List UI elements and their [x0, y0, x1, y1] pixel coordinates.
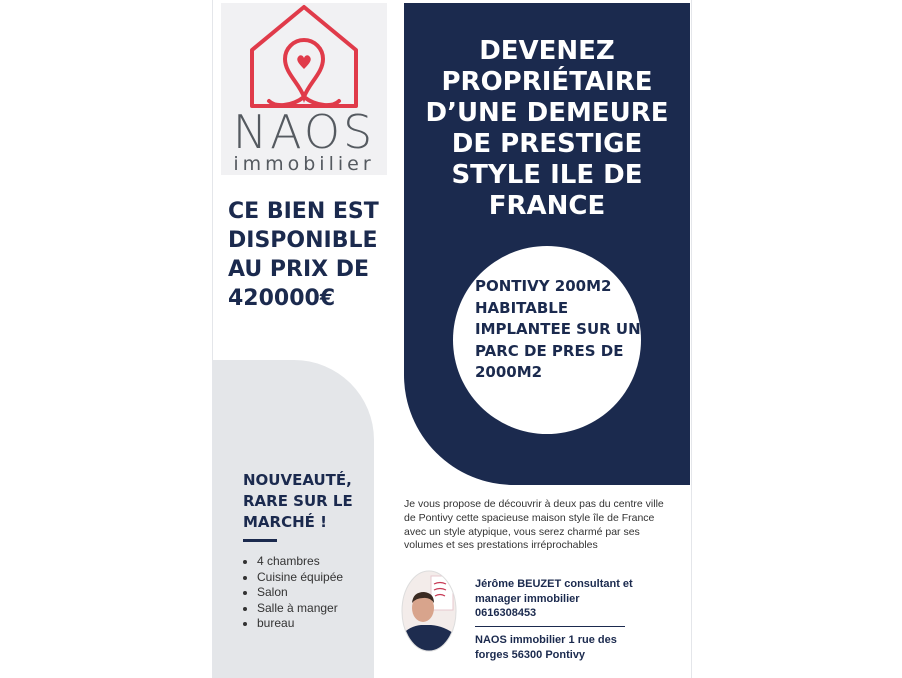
- naos-logo: [221, 3, 387, 175]
- brand-name: NAOS: [232, 105, 376, 159]
- feature-item: • 4 chambres: [257, 554, 343, 570]
- agent-photo: [401, 570, 457, 652]
- brand-subtitle: immobilier: [233, 153, 375, 175]
- features-list: [240, 554, 343, 632]
- divider: [475, 626, 625, 627]
- agent-name: Jérôme BEUZET consultant et manager immobilier: [475, 578, 633, 605]
- novelty-heading: NOUVEAUTÉ, RARE SUR LE MARCHÉ !: [243, 471, 353, 531]
- headline: DEVENEZ PROPRIÉTAIRE D’UNE DEMEURE DE PRESTIGE STYLE ILE DE FRANCE: [425, 36, 669, 221]
- feature-item: • Salle à manger: [257, 601, 343, 617]
- agency-address: NAOS immobilier 1 rue des forges 56300 Pontivy: [475, 634, 617, 661]
- highlight-text: PONTIVY 200M2 HABITABLE IMPLANTEE SUR UN PARC DE PRES DE 2000M2: [475, 277, 641, 381]
- property-flyer: [212, 0, 692, 678]
- feature-item: • Salon: [257, 585, 343, 601]
- feature-item: • Cuisine équipée: [257, 570, 343, 586]
- agent-phone: 0616308453: [475, 607, 537, 619]
- house-pin-icon: [221, 3, 387, 113]
- price-statement: CE BIEN EST DISPONIBLE AU PRIX DE 420000€: [228, 199, 379, 311]
- divider: [243, 539, 277, 542]
- property-description: Je vous propose de découvrir à deux pas du centre ville de Pontivy cette spacieuse maison style île de France avec un style atypique, vous serez charmé par ses volumes et ses prestations irréprochables: [404, 498, 664, 552]
- feature-item: • bureau: [257, 616, 343, 632]
